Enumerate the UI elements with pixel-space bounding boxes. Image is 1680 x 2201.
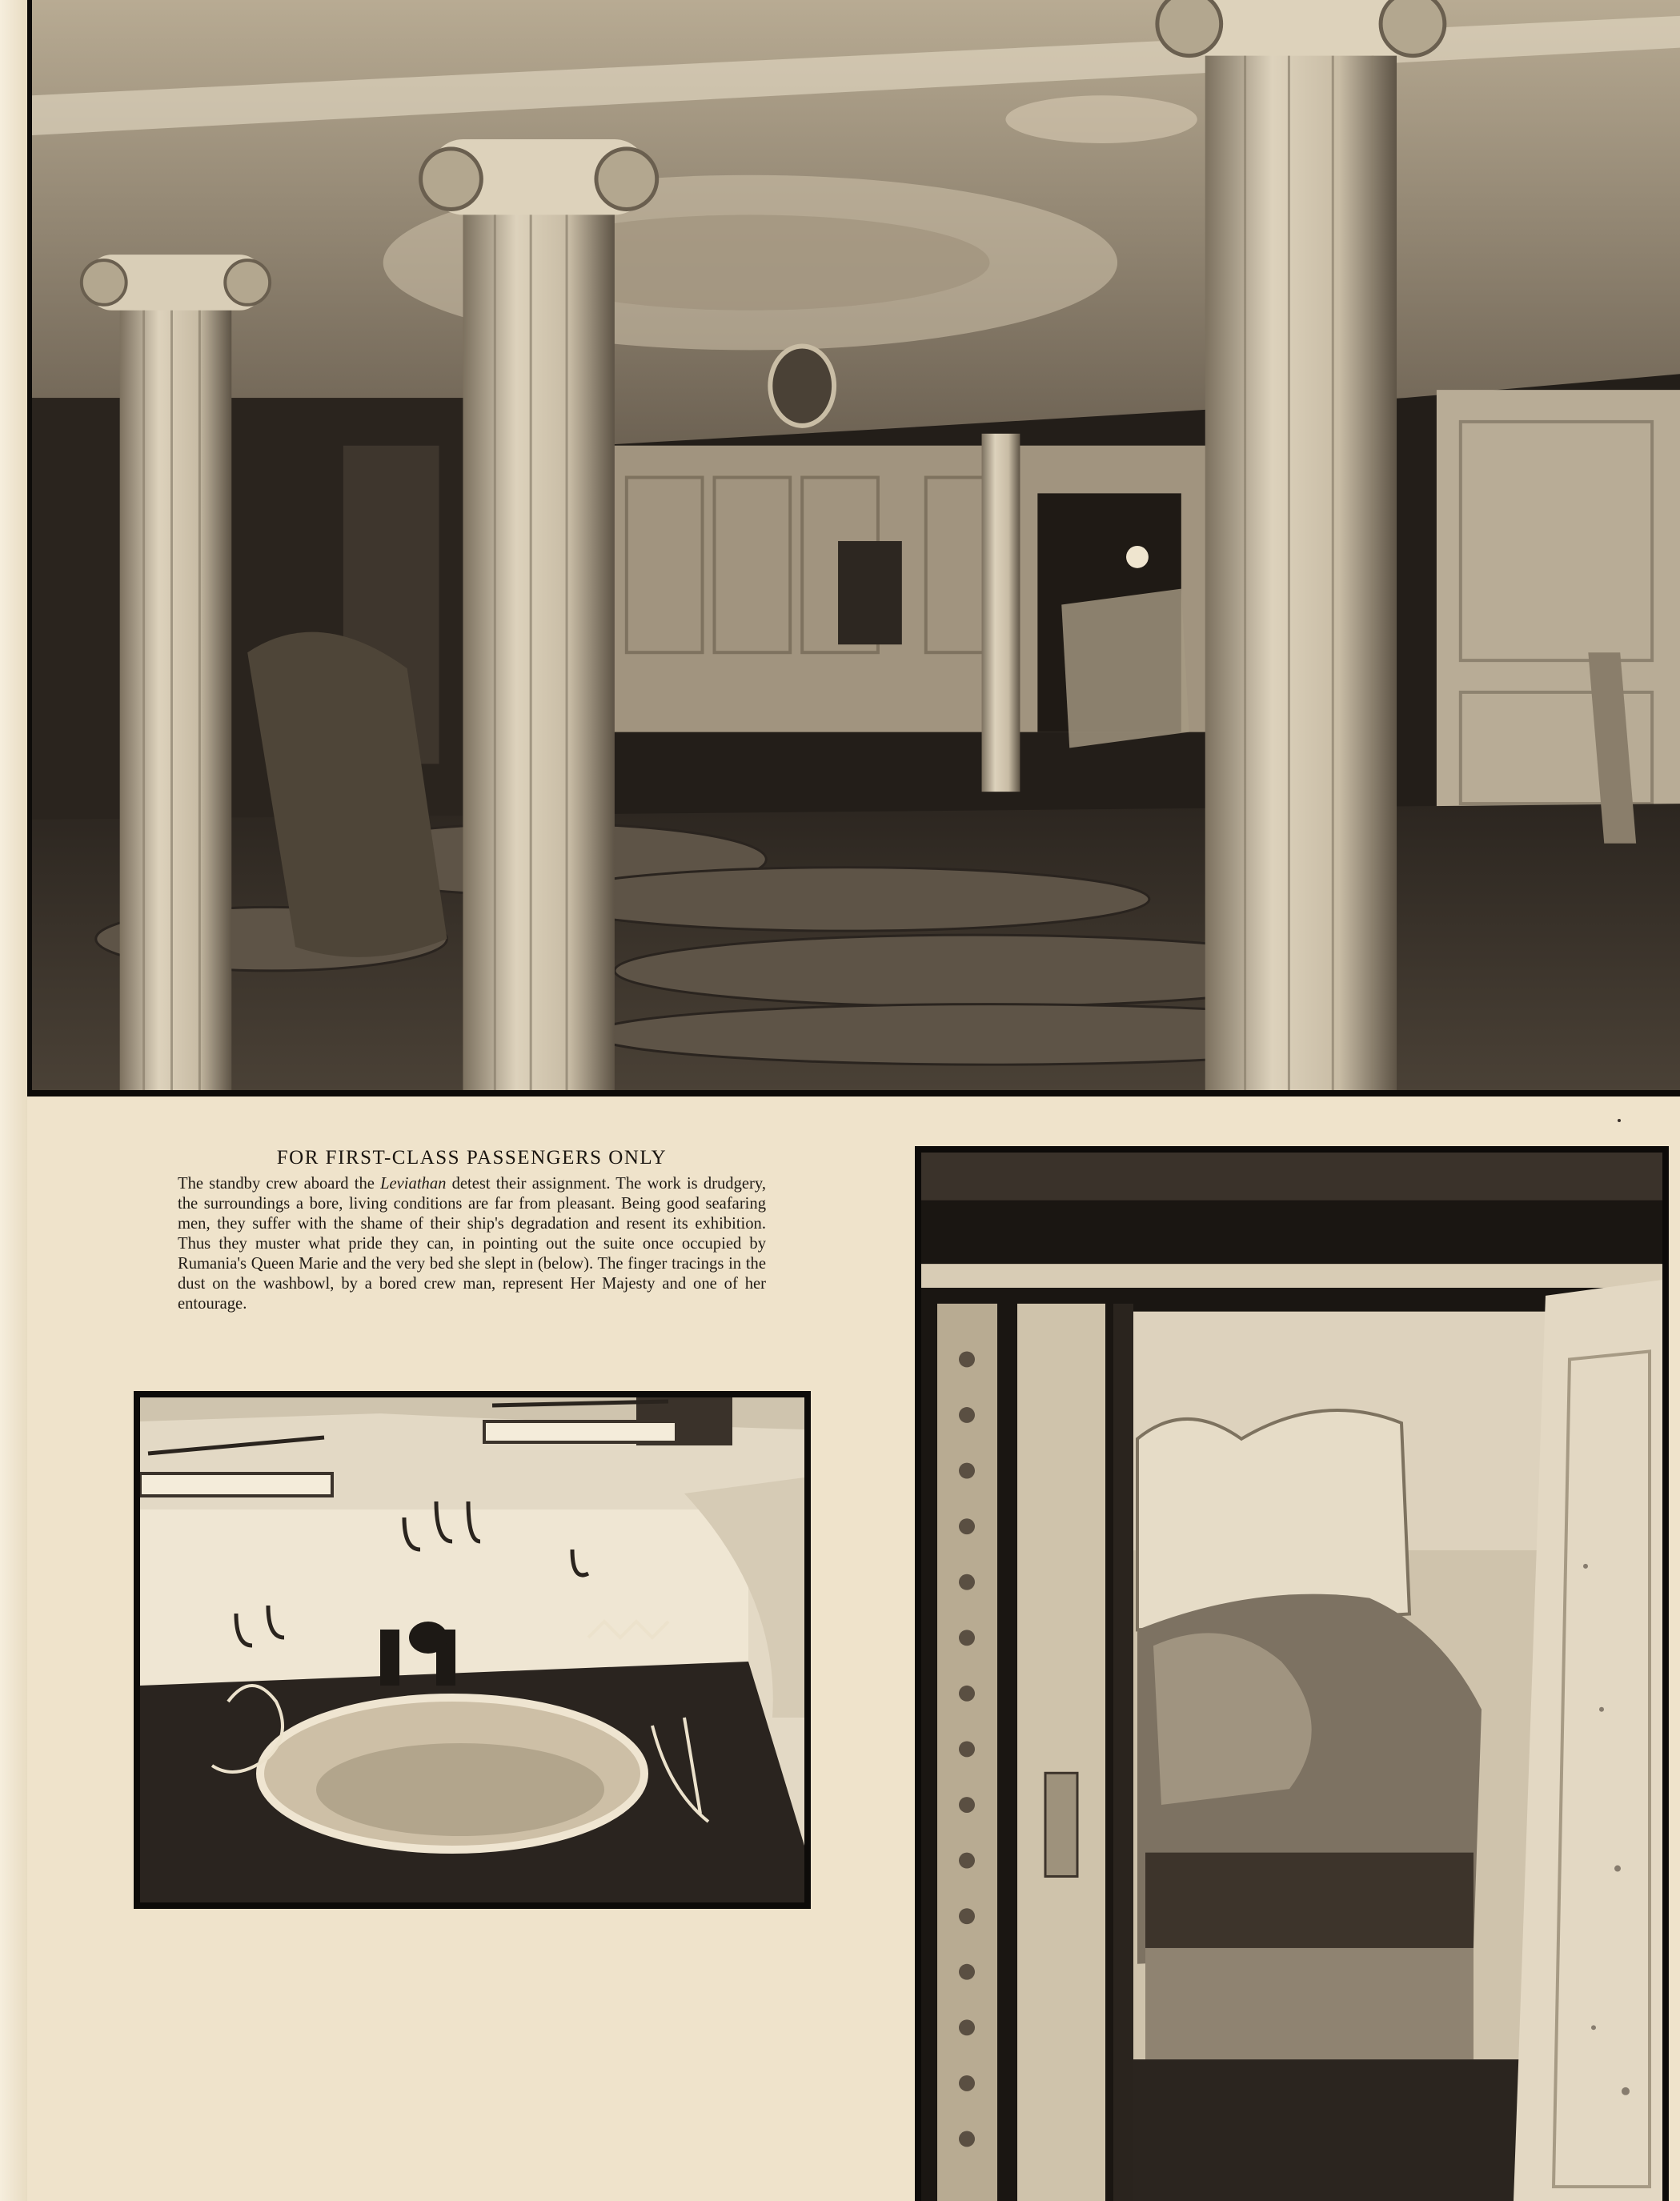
- queen-marie-bed-photo: [915, 1146, 1669, 2201]
- photo-caption: [178, 1147, 766, 1314]
- washbowl-photo: [134, 1391, 811, 1909]
- ship-name: Leviathan: [380, 1175, 447, 1193]
- caption-body: [178, 1174, 766, 1314]
- page-left-edge: [0, 0, 27, 2201]
- caption-body-start: The standby crew aboard the: [178, 1175, 381, 1193]
- salon-photo: [27, 0, 1680, 1096]
- caption-body-rest: detest their assignment. The work is drudgery, the surroundings a bore, living conditions are far from pleasant. Being good seafaring men, they suffer with the shame of their ship's degradation and resent its exhibition. Thus they muster what pride they can, in pointing out the suite once occupied by Rumania's Queen Marie and the very bed she slept in (below). The finger tracings in the dust on the washbowl, by a bored crew man, represent Her Majesty and one of her entourage.: [178, 1175, 766, 1313]
- print-speck: [1618, 1119, 1621, 1122]
- caption-heading: FOR FIRST-CLASS PASSENGERS ONLY: [276, 1147, 668, 1169]
